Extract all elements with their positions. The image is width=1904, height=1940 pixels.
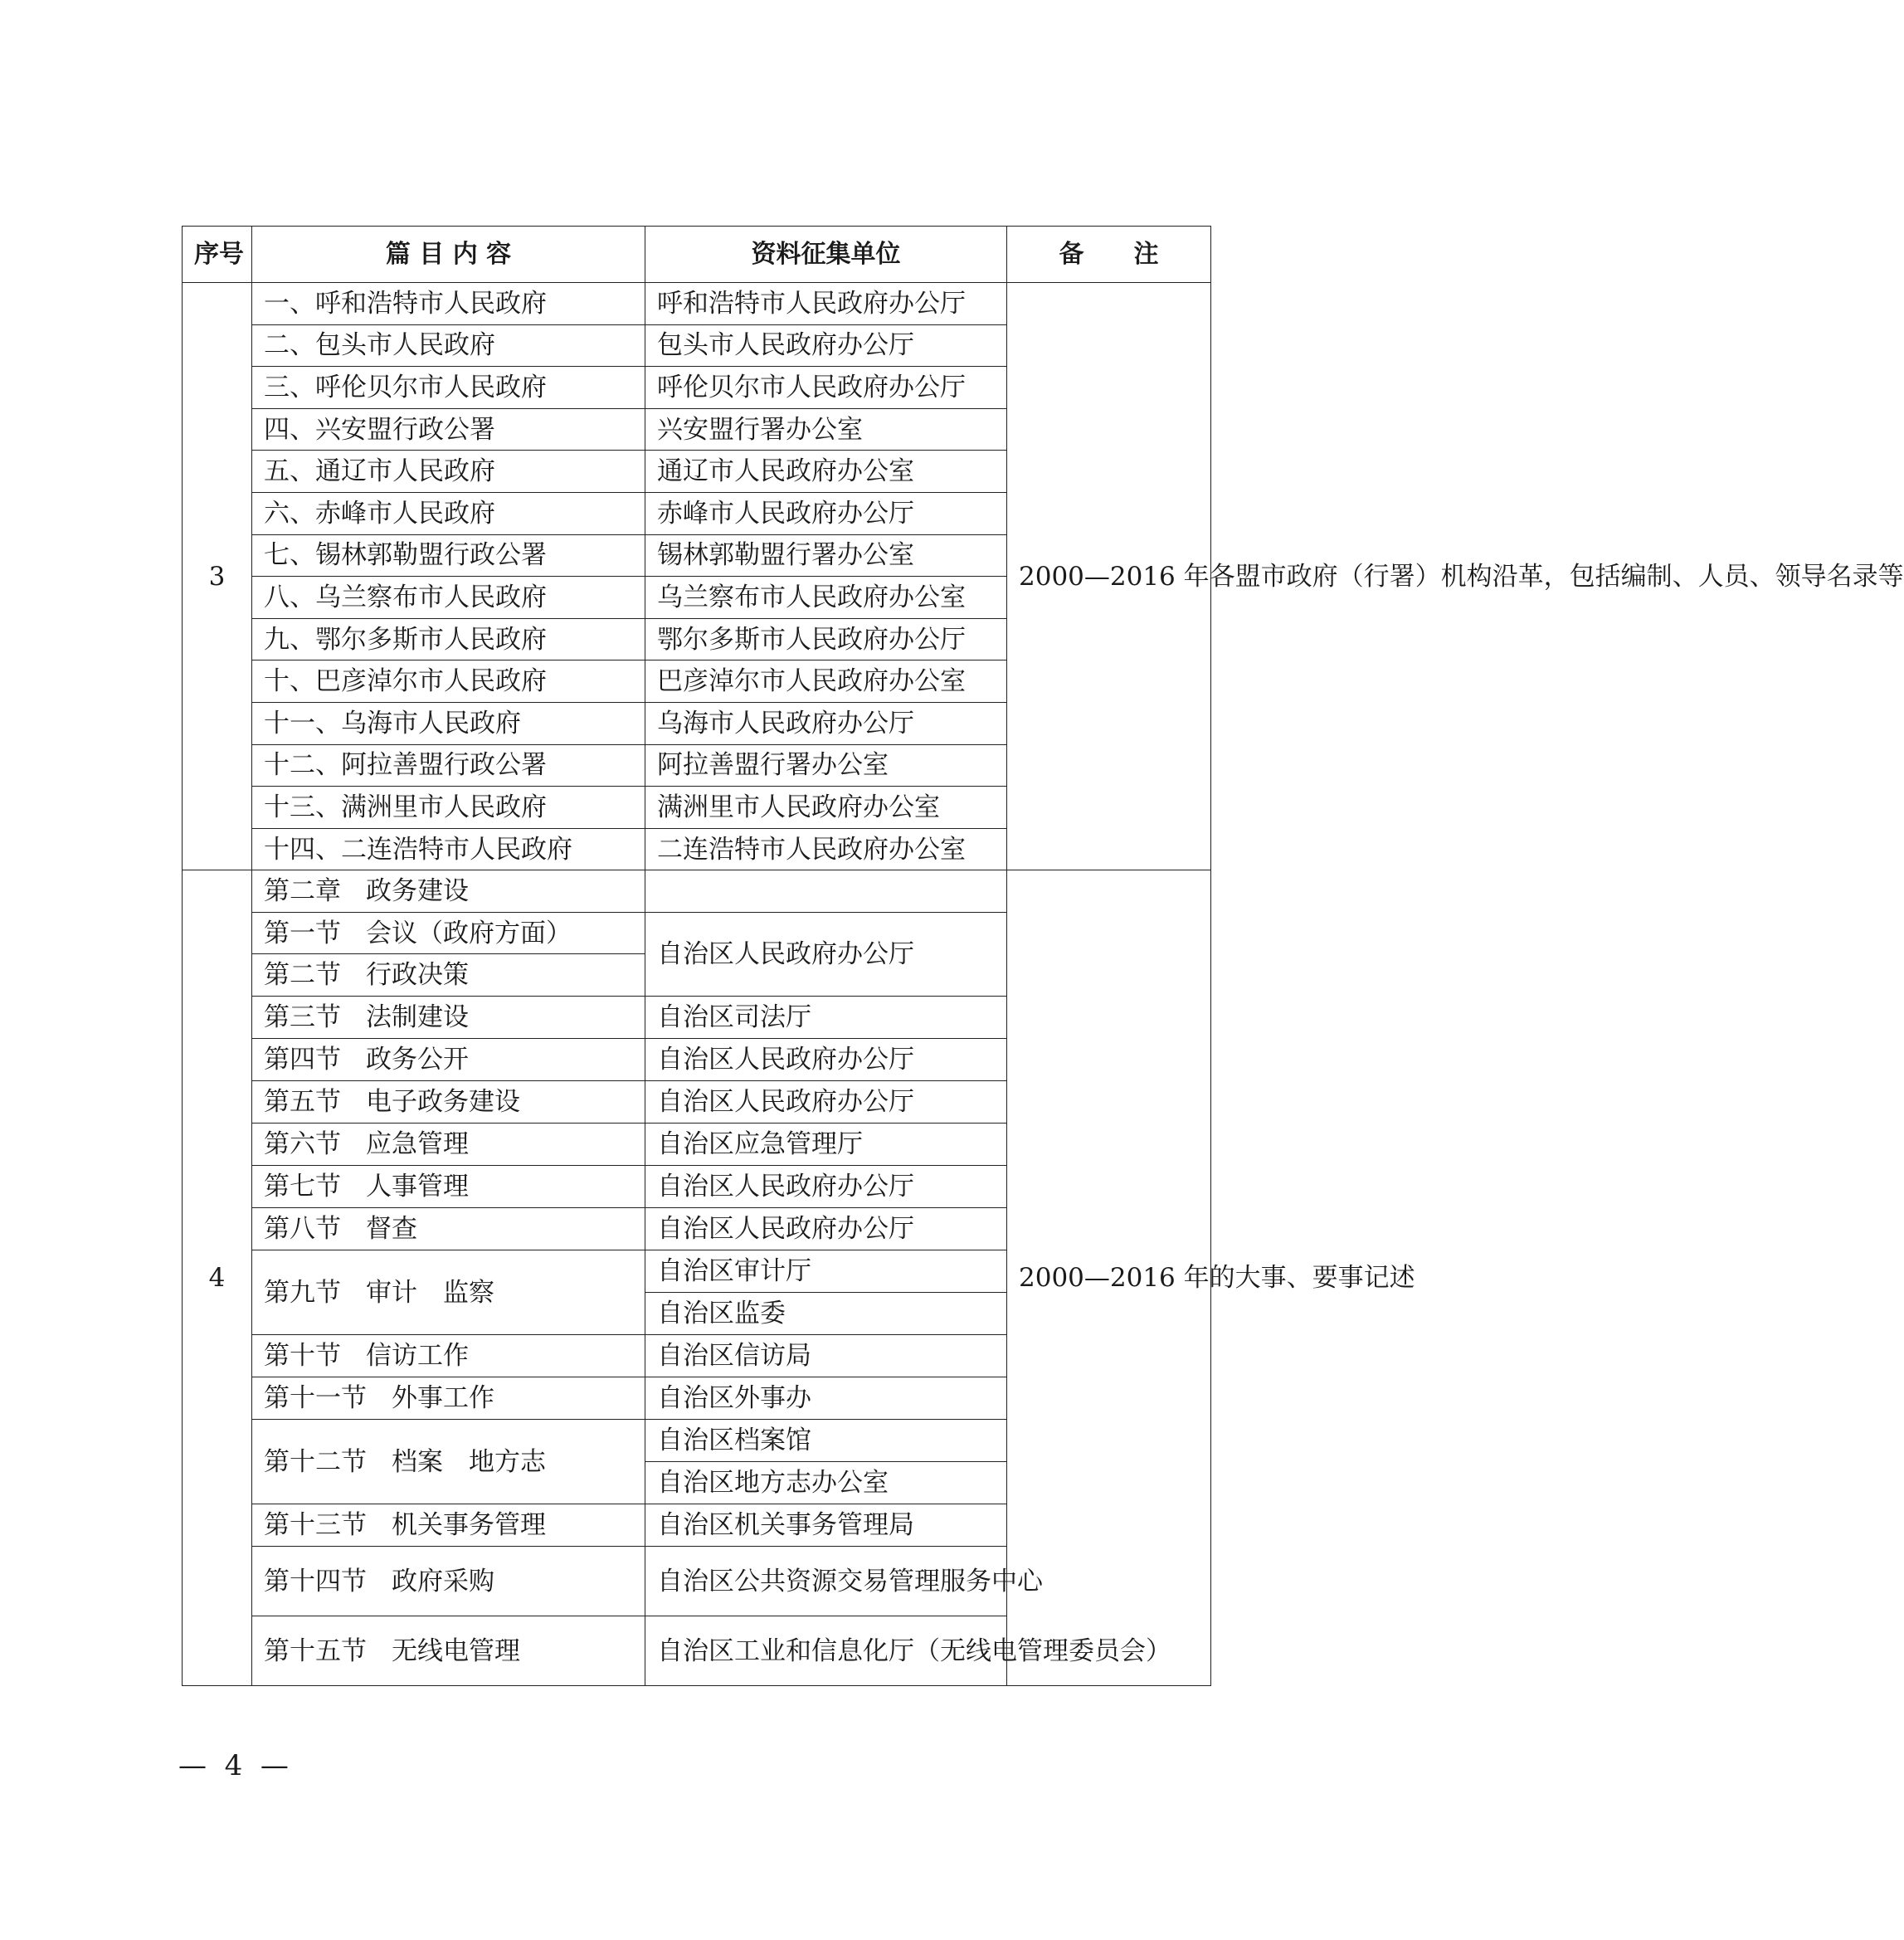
unit-cell: 自治区应急管理厅 [645, 1124, 1007, 1166]
government-name: 十一、乌海市人民政府 [252, 702, 645, 744]
section-title [252, 1250, 645, 1335]
government-name: 六、赤峰市人民政府 [252, 492, 645, 534]
unit-cell: 呼伦贝尔市人民政府办公厅 [645, 367, 1007, 409]
section-label: 第七节 [264, 1172, 341, 1202]
unit-cell: 呼和浩特市人民政府办公厅 [645, 283, 1007, 325]
unit-cell: 自治区人民政府办公厅 [645, 1039, 1007, 1081]
note-cell: 2000—2016 年的大事、要事记述 [1007, 870, 1211, 1686]
section-name: 外事工作 [392, 1383, 494, 1414]
unit-cell: 自治区工业和信息化厅（无线电管理委员会） [645, 1616, 1007, 1686]
unit-cell: 鄂尔多斯市人民政府办公厅 [645, 618, 1007, 660]
unit-cell: 自治区审计厅 [645, 1250, 1007, 1293]
section-label: 第九节 [264, 1277, 341, 1308]
chapter-name: 政务建设 [366, 876, 469, 907]
chapter-label: 第二章 [264, 876, 341, 907]
section-name: 人事管理 [366, 1172, 469, 1202]
unit-cell: 赤峰市人民政府办公厅 [645, 492, 1007, 534]
chapter-title [252, 870, 645, 913]
header-unit: 资料征集单位 [645, 227, 1007, 283]
section-label: 第五节 [264, 1087, 341, 1118]
section-name: 信访工作 [366, 1341, 469, 1372]
section-title [252, 1504, 645, 1547]
table-row [183, 870, 1211, 913]
section-label: 第六节 [264, 1129, 341, 1160]
section-name: 政务公开 [366, 1045, 469, 1075]
section-label: 第八节 [264, 1214, 341, 1245]
unit-cell: 巴彦淖尔市人民政府办公室 [645, 660, 1007, 703]
unit-cell [645, 870, 1007, 913]
directory-table [182, 226, 1904, 1686]
unit-cell: 自治区信访局 [645, 1335, 1007, 1377]
section-label: 第十五节 [264, 1635, 367, 1666]
section-title [252, 997, 645, 1039]
section-label: 第十节 [264, 1341, 341, 1372]
section-name: 档案 地方志 [392, 1446, 546, 1477]
section-title [252, 1420, 645, 1504]
header-note: 备 注 [1007, 227, 1211, 283]
section-title [252, 1039, 645, 1081]
section-label: 第十四节 [264, 1566, 367, 1596]
section-name: 无线电管理 [392, 1635, 520, 1666]
note-cell: 2000—2016 年各盟市政府（行署）机构沿革，包括编制、人员、领导名录等 [1007, 283, 1211, 870]
unit-cell: 乌海市人民政府办公厅 [645, 702, 1007, 744]
government-name: 一、呼和浩特市人民政府 [252, 283, 645, 325]
group-number: 4 [183, 870, 252, 1686]
section-label: 第一节 [264, 918, 341, 948]
section-title [252, 954, 645, 997]
government-name: 二、包头市人民政府 [252, 324, 645, 367]
table-row [183, 283, 1211, 325]
section-name: 机关事务管理 [392, 1510, 546, 1541]
unit-cell: 通辽市人民政府办公室 [645, 451, 1007, 493]
section-title [252, 1124, 645, 1166]
government-name: 十、巴彦淖尔市人民政府 [252, 660, 645, 703]
section-name: 督查 [366, 1214, 417, 1245]
group-3 [183, 283, 1904, 870]
page-number: — 4 — [178, 1749, 289, 1782]
unit-cell: 锡林郭勒盟行署办公室 [645, 534, 1007, 577]
section-title [252, 1166, 645, 1208]
unit-cell: 包头市人民政府办公厅 [645, 324, 1007, 367]
unit-cell: 自治区机关事务管理局 [645, 1504, 1007, 1547]
section-label: 第二节 [264, 960, 341, 991]
unit-cell: 自治区人民政府办公厅 [645, 1081, 1007, 1124]
section-name: 法制建设 [366, 1002, 469, 1033]
section-title [252, 1335, 645, 1377]
government-name: 十二、阿拉善盟行政公署 [252, 744, 645, 787]
group-number: 3 [183, 283, 252, 870]
section-title [252, 1616, 645, 1686]
unit-cell: 自治区外事办 [645, 1377, 1007, 1420]
government-name: 八、乌兰察布市人民政府 [252, 577, 645, 619]
header-row [183, 227, 1211, 283]
government-name: 七、锡林郭勒盟行政公署 [252, 534, 645, 577]
unit-cell: 二连浩特市人民政府办公室 [645, 828, 1007, 870]
header-content: 篇 目 内 容 [252, 227, 645, 283]
header-seq: 序号 [183, 227, 252, 283]
section-name: 应急管理 [366, 1129, 469, 1160]
unit-cell: 自治区地方志办公室 [645, 1462, 1007, 1504]
government-name: 十四、二连浩特市人民政府 [252, 828, 645, 870]
unit-cell: 阿拉善盟行署办公室 [645, 744, 1007, 787]
unit-cell: 自治区档案馆 [645, 1420, 1007, 1462]
section-name: 会议（政府方面） [366, 918, 572, 948]
unit-cell: 自治区监委 [645, 1293, 1007, 1335]
government-name: 五、通辽市人民政府 [252, 451, 645, 493]
section-name: 政府采购 [392, 1566, 494, 1596]
unit-cell: 自治区公共资源交易管理服务中心 [645, 1547, 1007, 1616]
section-label: 第十二节 [264, 1446, 367, 1477]
section-label: 第四节 [264, 1045, 341, 1075]
government-name: 十三、满洲里市人民政府 [252, 787, 645, 829]
section-title [252, 1547, 645, 1616]
section-name: 审计 监察 [366, 1277, 494, 1308]
government-name: 三、呼伦贝尔市人民政府 [252, 367, 645, 409]
government-name: 四、兴安盟行政公署 [252, 408, 645, 451]
unit-cell: 乌兰察布市人民政府办公室 [645, 577, 1007, 619]
section-title [252, 1208, 645, 1250]
page-number-value: 4 [224, 1749, 243, 1782]
section-label: 第十一节 [264, 1383, 367, 1414]
unit-cell: 自治区人民政府办公厅 [645, 1208, 1007, 1250]
unit-cell: 自治区人民政府办公厅 [645, 1166, 1007, 1208]
government-name: 九、鄂尔多斯市人民政府 [252, 618, 645, 660]
unit-cell: 自治区人民政府办公厅 [645, 913, 1007, 997]
section-title [252, 1377, 645, 1420]
section-label: 第三节 [264, 1002, 341, 1033]
section-label: 第十三节 [264, 1510, 367, 1541]
section-title [252, 913, 645, 954]
unit-cell: 满洲里市人民政府办公室 [645, 787, 1007, 829]
section-title [252, 1081, 645, 1124]
unit-cell: 自治区司法厅 [645, 997, 1007, 1039]
unit-cell: 兴安盟行署办公室 [645, 408, 1007, 451]
section-name: 电子政务建设 [366, 1087, 520, 1118]
section-name: 行政决策 [366, 960, 469, 991]
